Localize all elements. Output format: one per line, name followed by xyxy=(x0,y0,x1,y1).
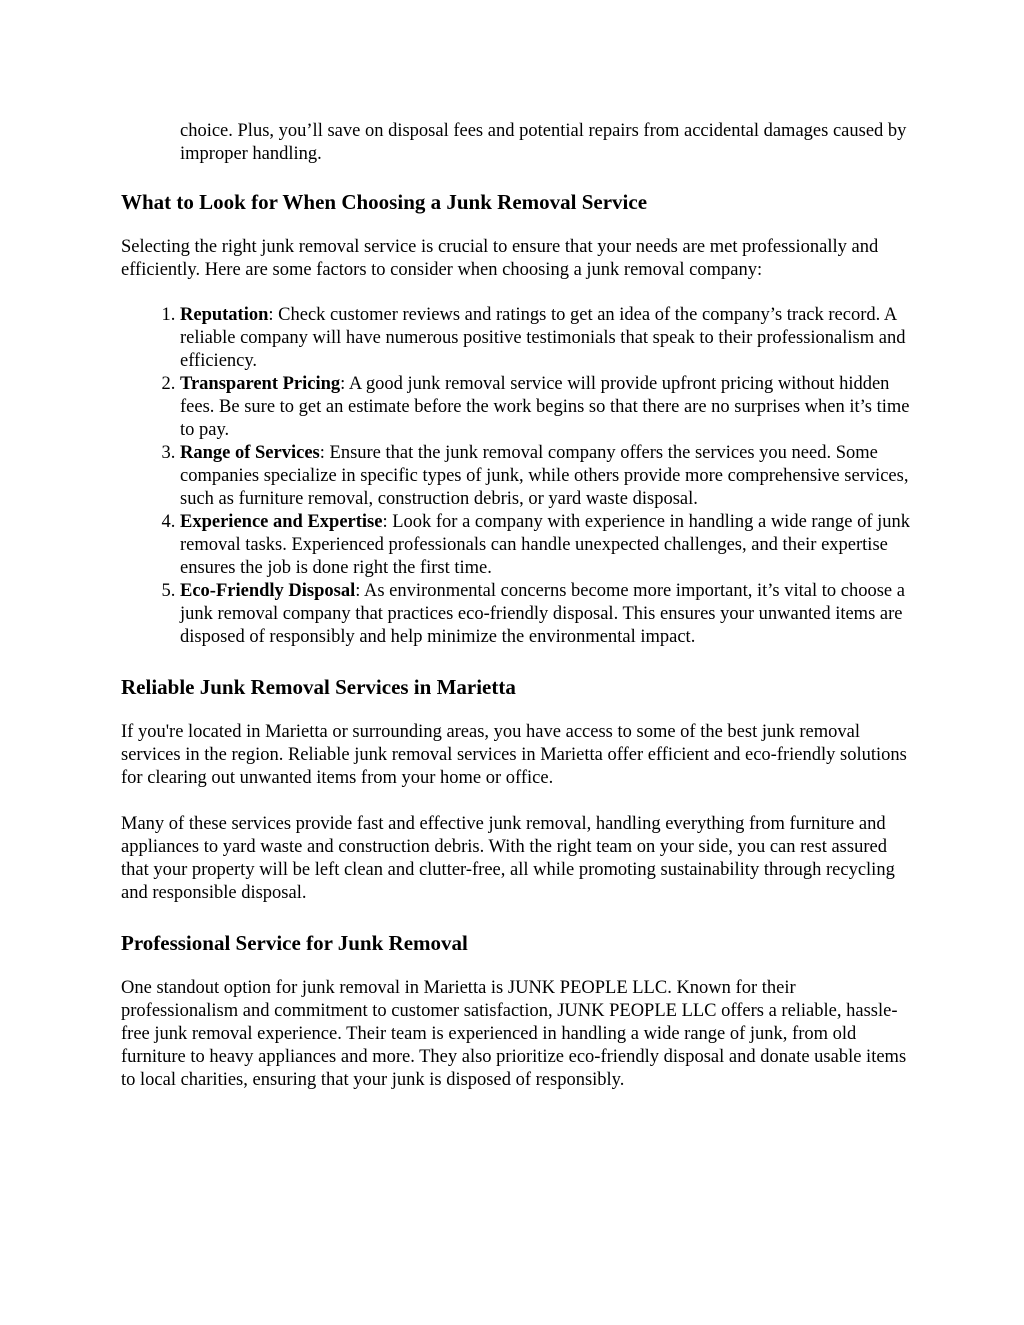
section-heading-professional: Professional Service for Junk Removal xyxy=(121,931,468,955)
list-item-term: Range of Services xyxy=(180,443,320,463)
list-item-text: : A good junk removal service will provide upfront pricing without hidden fees. Be sure to get an estimate before the work begins so that there are no surprises when it’s time to pay. xyxy=(180,374,910,440)
document-page xyxy=(121,120,911,1092)
intro-continuation: choice. Plus, you’ll save on disposal fees and potential repairs from accidental damages caused by improper handling. xyxy=(180,121,907,164)
list-item-text: : Check customer reviews and ratings to get an idea of the company’s track record. A reliable company will have numerous positive testimonials that speak to their professionalism and efficiency. xyxy=(180,305,906,371)
list-item xyxy=(180,304,911,373)
list-item-text: : Ensure that the junk removal company offers the services you need. Some companies specialize in specific types of junk, while others provide more comprehensive services, such as furniture removal, construction debris, or yard waste disposal. xyxy=(180,443,909,509)
list-item xyxy=(180,373,911,442)
list-item-text: : As environmental concerns become more important, it’s vital to choose a junk removal company that practices eco-friendly disposal. This ensures your unwanted items are disposed of responsibly and help minimize the environmental impact. xyxy=(180,581,905,647)
paragraph: Many of these services provide fast and effective junk removal, handling everything from furniture and appliances to yard waste and construction debris. With the right team on your side, you can rest assured that your property will be left clean and clutter-free, all while promoting sustainability through recycling and responsible disposal. xyxy=(121,814,895,903)
section-intro-choosing: Selecting the right junk removal service is crucial to ensure that your needs are met professionally and efficiently. Here are some factors to consider when choosing a junk removal company: xyxy=(121,237,879,280)
factors-list xyxy=(121,304,911,649)
list-item-term: Experience and Expertise xyxy=(180,512,383,532)
section-heading-marietta: Reliable Junk Removal Services in Marietta xyxy=(121,675,516,699)
paragraph: If you're located in Marietta or surrounding areas, you have access to some of the best junk removal services in the region. Reliable junk removal services in Marietta offer efficient and eco-friendly solutions for clearing out unwanted items from your home or office. xyxy=(121,722,907,788)
paragraph: One standout option for junk removal in Marietta is JUNK PEOPLE LLC. Known for their professionalism and commitment to customer satisfaction, JUNK PEOPLE LLC offers a reliable, hassle-free junk removal experience. Their team is experienced in handling a wide range of junk, from old furniture to heavy appliances and more. They also prioritize eco-friendly disposal and donate usable items to local charities, ensuring that your junk is disposed of responsibly. xyxy=(121,978,907,1090)
list-item-term: Transparent Pricing xyxy=(180,374,341,394)
section-heading-choosing: What to Look for When Choosing a Junk Removal Service xyxy=(121,190,648,214)
list-item-term: Eco-Friendly Disposal xyxy=(180,581,356,601)
list-item xyxy=(180,511,911,580)
list-item-text: : Look for a company with experience in handling a wide range of junk removal tasks. Experienced professionals can handle unexpected challenges, and their expertise ensures the job is done right the first time. xyxy=(180,512,911,578)
list-item xyxy=(180,442,911,511)
list-item xyxy=(180,580,911,649)
list-item-term: Reputation xyxy=(180,305,269,325)
